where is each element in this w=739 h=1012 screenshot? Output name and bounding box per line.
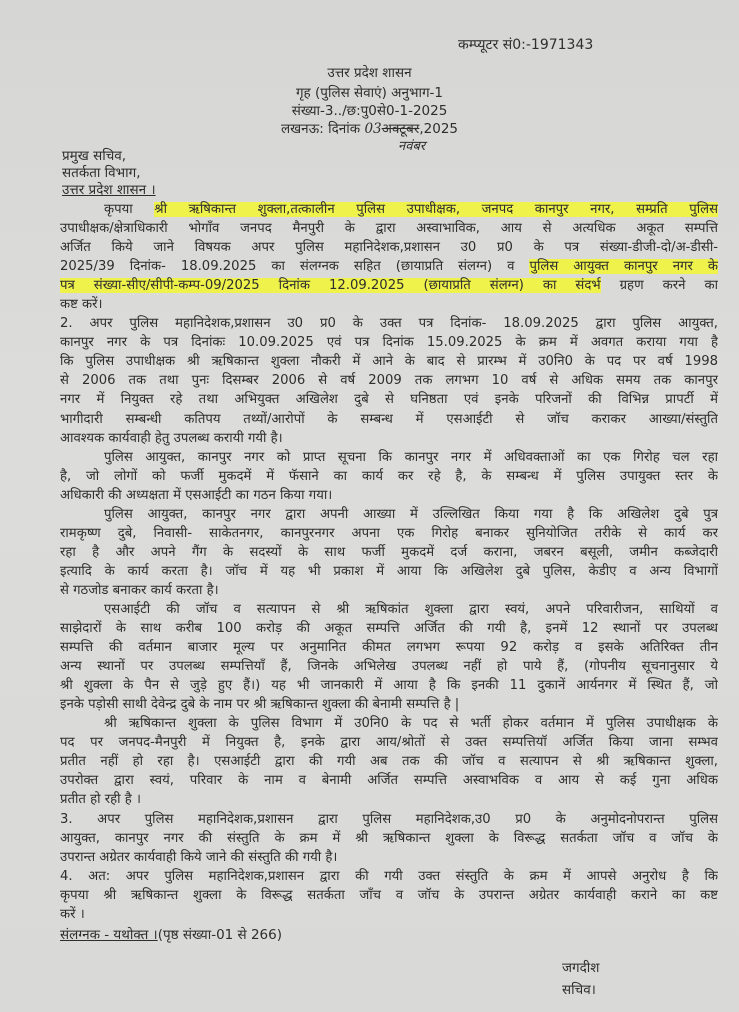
body-text: रहा है और अपने गैंग के सदस्यों के साथ फर्जी मुकदमें दर्ज कराना, जबरन बसूली, जमीन कब्जेदारी — [60, 544, 718, 560]
body-text: करें । — [60, 906, 85, 922]
body-line — [60, 905, 718, 924]
body-line — [60, 429, 718, 448]
body-line — [60, 695, 718, 714]
body-line — [60, 714, 718, 733]
date-day: 03 — [364, 121, 382, 137]
body-line — [60, 562, 718, 581]
addressee-designation: प्रमुख सचिव, — [62, 148, 127, 164]
addressee-department: सतर्कता विभाग, — [62, 165, 141, 181]
body-line — [60, 200, 718, 219]
body-text: श्री शुक्ला के पैन से जुड़े हुए हैं।) यह भी जानकारी में आया है कि इनकी 11 दुकानें आर्यनगर में स्थित हैं, जो — [60, 678, 718, 694]
body-text: ग्रहण करने का — [600, 278, 718, 294]
computer-number: कम्प्यूटर सं0:-1971343 — [458, 37, 594, 53]
body-text: अधिकारी की अध्यक्षता में एसआईटी का गठन किया गया। — [60, 487, 333, 503]
body-line — [60, 390, 718, 409]
body-line — [60, 314, 718, 333]
body-line — [60, 238, 718, 257]
body-line — [60, 257, 718, 276]
body-text: रामकृष्ण दुबे, निवासी- साकेतनगर, कानपुरनगर अपना एक गिरोह बनाकर सुनियोजित तरीके से कार्य कर — [60, 525, 718, 541]
body-line — [60, 638, 718, 657]
body-text: साझेदारों के साथ करीब 100 करोड़ की अकूत सम्पत्ति अर्जित की गयी है, इनमें 12 स्थानों पर उपलब्ध — [60, 621, 718, 637]
body-text: सम्पत्ति की वर्तमान बाजार मूल्य पर अनुमानित कीमत लगभग रूपया 92 करोड़ व इसके अतिरिक्त तीन — [60, 640, 718, 656]
body-text: उपाधीक्षक/क्षेत्राधिकारी भोगाँव जनपद मैनपुरी के द्वारा अस्वाभाविक, आय से अत्यधिक अकूत सम्पत्ति — [60, 221, 718, 237]
body-line — [60, 486, 718, 505]
letter-date — [0, 119, 739, 137]
enclosure-line — [60, 925, 282, 943]
body-text: 2. अपर पुलिस महानिदेशक,प्रशासन उ0 प्र0 के उक्त पत्र दिनांक- 18.09.2025 द्वारा पुलिस आयुक्त, — [60, 316, 718, 332]
body-line — [60, 524, 718, 543]
body-line — [60, 581, 718, 600]
body-text: पद पर जनपद-मैनपुरी में नियुक्त है, इनके द्वारा आय/श्रोतों से उक्त सम्पत्तियॉ अर्जित किया जाना सम्भव — [60, 735, 718, 751]
body-line — [60, 733, 718, 752]
signatory-designation: सचिव। — [562, 982, 596, 998]
body-text: कृपया — [104, 202, 155, 217]
handwritten-month-correction: नवंबर — [398, 139, 426, 154]
body-line — [60, 771, 718, 790]
body-line — [60, 295, 718, 314]
body-line — [60, 886, 718, 905]
body-line — [60, 867, 718, 886]
body-text: से गठजोड बनाकर कार्य करता है। — [60, 582, 219, 598]
body-line — [60, 848, 718, 867]
body-text: उपरान्त अग्रेतर कार्यवाही किये जाने की संस्तुति की गयी है। — [60, 849, 338, 865]
government-heading: उत्तर प्रदेश शासन — [327, 65, 412, 81]
body-line — [60, 219, 718, 238]
highlighted-text: पत्र संख्या-सीए/सीपी-कम्प-09/2025 दिनांक 12.09.2025 (छायाप्रति संलग्न) का संदर्भ — [60, 278, 601, 294]
body-line — [60, 829, 718, 848]
body-text: इनके पड़ोसी साथी देवेन्द्र दुबे के नाम पर श्री ऋषिकान्त शुक्ला की बेनामी सम्पत्ति है | — [60, 697, 460, 713]
body-text: अर्जित किये जाने विषयक अपर पुलिस महानिदेशक,प्रशासन उ0 प्र0 के पत्र संख्या-डीजी-दो/अ-डीसी- — [60, 240, 718, 256]
body-text: 3. अपर पुलिस महानिदेशक,प्रशासन द्वारा पुलिस महानिदेशक,उ0 प्र0 के अनुमोदनोपरान्त पुलिस — [60, 811, 718, 827]
body-text: 4. अत: अपर पुलिस महानिदेशक,प्रशासन द्वारा की गयी उक्त संस्तुति के क्रम में आपसे अनुरोध है कि — [60, 868, 718, 884]
body-text: एसआईटी की जॉच व सत्यापन से श्री ऋषिकांत शुक्ला द्वारा स्वयं, अपने परिवारीजन, साथियों व — [104, 601, 718, 617]
body-text: कृपया श्री ऋषिकान्त शुक्ला के विरूद्ध सतर्कता जाँच व जॉच के उपरान्त अग्रेतर कार्यवाही कराने का कष्ट — [60, 887, 718, 903]
body-line — [60, 505, 718, 524]
body-line — [60, 467, 718, 486]
body-line — [60, 752, 718, 771]
body-line — [60, 619, 718, 638]
body-line — [60, 448, 718, 467]
body-text: आयुक्त, कानपुर नगर की संस्तुति के क्रम में श्री ऋषिकान्त शुक्ला के विरूद्ध सतर्कता जॉच व जॉच के — [60, 830, 718, 846]
body-line — [60, 333, 718, 352]
addressee-government: उत्तर प्रदेश शासन । — [62, 182, 156, 198]
body-text: पुलिस आयुक्त, कानपुर नगर द्वारा अपनी आख्या में उल्लिखित किया गया है कि अखिलेश दुबे पुत्र — [104, 506, 718, 522]
letter-body — [60, 200, 718, 924]
body-text: कानपुर नगर के पत्र दिनांकः 10.09.2025 एवं पत्र दिनांक 15.09.2025 के क्रम में अवगत कराया गया है — [60, 335, 718, 351]
highlighted-text: पुलिस आयुक्त कानपुर नगर के — [529, 259, 718, 275]
body-line — [60, 276, 718, 295]
department-section: गृह (पुलिस सेवाएं) अनुभाग-1 — [295, 85, 444, 101]
body-text: कि पुलिस उपाधीक्षक श्री ऋषिकान्त शुक्ला नौकरी में आने के बाद से प्रारम्भ में उ0नि0 के पद पर वर्ष 1998 — [60, 354, 718, 370]
body-text: उपरोक्त द्वारा स्वयं, परिवार के नाम व बेनामी अर्जित सम्पत्ति अस्वाभविक व आय से कई गुना अधिक — [60, 773, 718, 789]
body-line — [60, 676, 718, 695]
body-text: इत्यादि के कार्य करता है। जॉच में यह भी प्रकाश में आया कि अखिलेश दुबे पुलिस, केडीए व अन्य विभागों — [60, 563, 718, 579]
body-text: भागीदारी सम्बन्धी कतिपय तथ्यों/आरोपों के सम्बन्ध में एसआईटी से जॉच कराकर आख्या/संस्तुति — [60, 411, 718, 427]
body-line — [60, 810, 718, 829]
body-line — [60, 600, 718, 619]
date-year: ,2025 — [419, 121, 458, 137]
body-text: अन्य स्थानों पर उपलब्ध सम्पत्तियाँ हैं, जिनके अभिलेख उपलब्ध नहीं हो पाये हैं, (गोपनीय सूचनानुसार ये — [60, 659, 718, 675]
body-text: कष्ट करें। — [60, 297, 103, 313]
body-text: प्रतीत हो रही है । — [60, 792, 141, 808]
enclosure-pages: (पृष्ठ संख्या-01 से 266) — [157, 927, 283, 943]
body-text: 2025/39 दिनांक- 18.09.2025 का संलग्नक सहित (छायाप्रति संलग्न) व — [60, 259, 530, 275]
body-text: से 2006 तक तथा पुनः दिसम्बर 2006 से वर्ष 2009 तक लगभग 10 वर्ष से अधिक समय तक कानपुर — [60, 373, 718, 389]
body-text: नगर में नियुक्त रहे तथा अभियुक्त अखिलेश दुबे से घनिष्ठता एवं इनके परिजनों की विभिन्न प्रापर्टी में — [60, 392, 718, 408]
date-month-struck: अक्टूबर — [381, 121, 420, 137]
body-line — [60, 410, 718, 429]
body-text: प्रतीत नहीं हो रहा है। एसआईटी द्वारा की गयी अब तक की जॉच व सत्यापन से श्री ऋषिकान्त शुक्ला, — [60, 754, 718, 770]
body-line — [60, 790, 718, 809]
enclosure-label: संलग्नक - यथोक्त । — [60, 927, 158, 943]
highlighted-text: श्री ऋषिकान्त शुक्ला,तत्कालीन पुलिस उपाधीक्षक, जनपद कानपुर नगर, सम्प्रति पुलिस — [154, 202, 718, 217]
signatory-name: जगदीश — [562, 960, 600, 976]
body-line — [60, 371, 718, 390]
letter-number: संख्या-3../छ:पु0से0-1-2025 — [291, 103, 448, 119]
body-text: है, जो लोगों को फर्जी मुकदमें में फॅसाने का कार्य कर रहे है, के सम्बन्ध में पुलिस उपायुक्त स्तर के — [60, 468, 718, 484]
date-prefix: लखनऊ: दिनांक — [280, 121, 361, 137]
body-text: आवश्यक कार्यवाही हेतु उपलब्ध करायी गयी है। — [60, 430, 283, 446]
body-text: श्री ऋषिकान्त शुक्ला के पुलिस विभाग में उ0नि0 के पद से भर्ती होकर वर्तमान में पुलिस उपाधीक्षक के — [104, 716, 718, 732]
body-line — [60, 543, 718, 562]
body-line — [60, 657, 718, 676]
body-line — [60, 352, 718, 371]
body-text: पुलिस आयुक्त, कानपुर नगर को प्राप्त सूचना कि कानपुर नगर में अधिवक्ताओं का एक गिरोह चल रहा — [104, 449, 718, 465]
